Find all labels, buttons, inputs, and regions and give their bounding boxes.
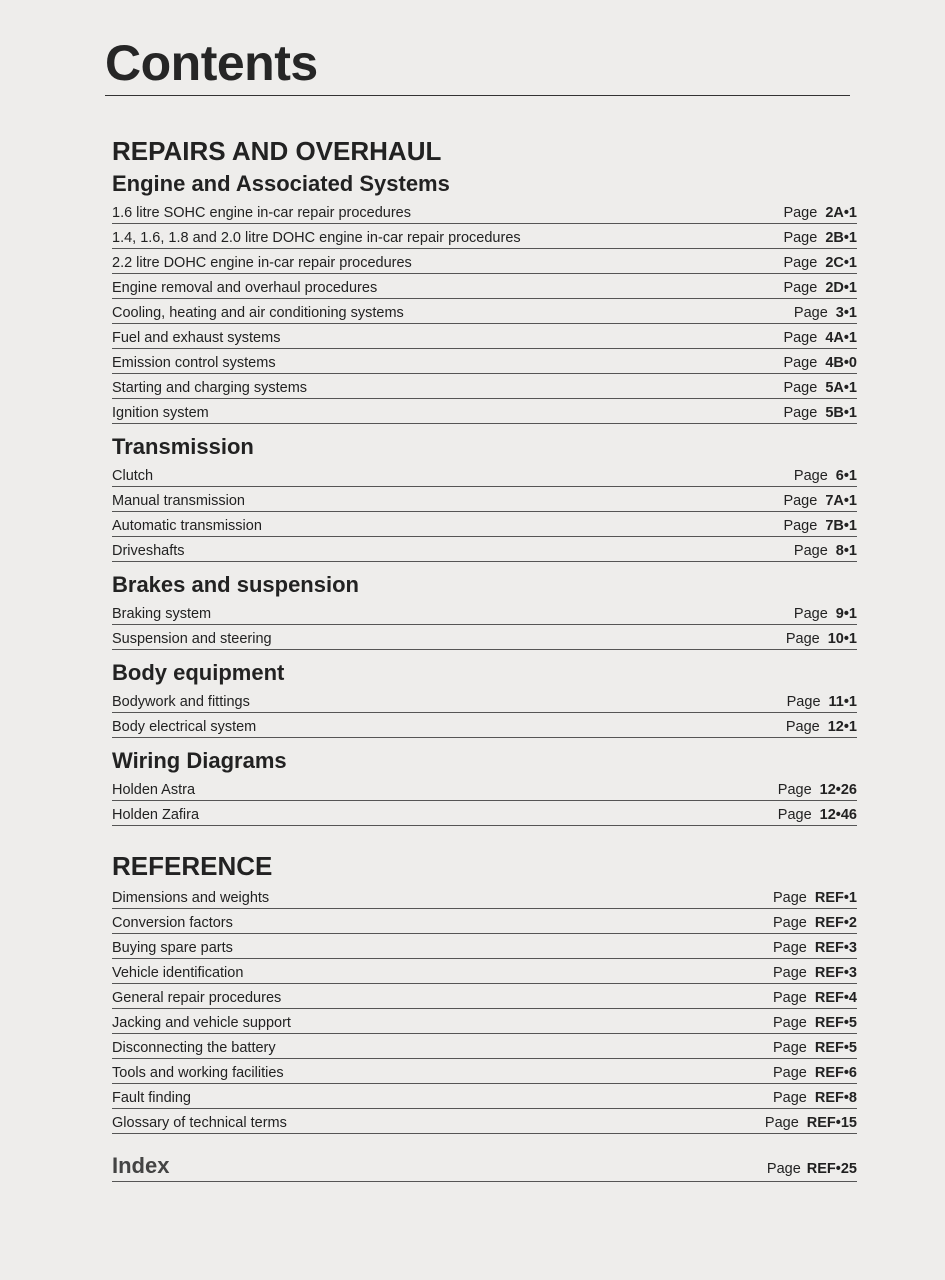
toc-row[interactable] (112, 349, 857, 374)
index-title: Index (112, 1153, 170, 1178)
toc-row[interactable] (112, 1034, 857, 1059)
toc-entry-label: Holden Zafira (112, 807, 200, 823)
page-word: Page (772, 1015, 807, 1031)
toc-entry-page (773, 940, 857, 956)
page-number: 2A•1 (825, 205, 857, 221)
page-word: Page (783, 405, 818, 421)
page-number: REF•4 (814, 990, 857, 1006)
toc-entry-page (773, 990, 857, 1006)
page-word: Page (783, 255, 818, 271)
toc-entry-label: Ignition system (112, 405, 209, 421)
toc-entry-page (773, 915, 857, 931)
toc-entry-label: Automatic transmission (112, 518, 262, 534)
toc-entry-page (773, 1090, 857, 1106)
toc-entry-page (773, 1015, 857, 1031)
page-number: 2B•1 (825, 230, 857, 246)
page-number: REF•8 (814, 1090, 857, 1106)
page-word: Page (793, 606, 828, 622)
repairs-sections (112, 169, 857, 826)
page-number: 12•1 (827, 719, 857, 735)
toc-row[interactable] (112, 984, 857, 1009)
page-number: REF•5 (814, 1040, 857, 1056)
toc-entry-page (783, 230, 857, 246)
toc-entry-label: Glossary of technical terms (112, 1115, 287, 1131)
toc-row[interactable] (112, 199, 857, 224)
section-title: Transmission (112, 434, 254, 459)
toc-entry-label: Starting and charging systems (112, 380, 308, 396)
toc-entry-page (773, 965, 857, 981)
toc-entry-label: 1.6 litre SOHC engine in-car repair procedures (112, 205, 411, 221)
toc-row[interactable] (112, 959, 857, 984)
page-word: Page (772, 1090, 807, 1106)
page-number: 2D•1 (825, 280, 857, 296)
toc-entry-label: Clutch (112, 468, 154, 484)
page-word: Page (772, 915, 807, 931)
toc-entry-page (786, 719, 857, 735)
toc-row[interactable] (112, 399, 857, 424)
page-word: Page (783, 493, 818, 509)
page-word: Page (772, 1040, 807, 1056)
page-number: 8•1 (835, 543, 857, 559)
toc-row[interactable] (112, 1109, 857, 1134)
toc-entry-label: Jacking and vehicle support (112, 1015, 291, 1031)
toc-row[interactable] (112, 625, 857, 650)
toc-entry-page (783, 280, 857, 296)
page-number: REF•6 (814, 1065, 857, 1081)
page-word: Page (772, 940, 807, 956)
toc-entry-label: Dimensions and weights (112, 890, 270, 906)
toc-row[interactable] (112, 462, 857, 487)
index-page (767, 1161, 857, 1177)
page-word: Page (783, 330, 818, 346)
toc-entry-page (783, 355, 857, 371)
toc-entry-page (778, 807, 857, 823)
page-number: 7B•1 (825, 518, 857, 534)
page-number: 7A•1 (825, 493, 857, 509)
toc-entry-page (778, 782, 857, 798)
toc-row[interactable] (112, 801, 857, 826)
page-word: Page (783, 205, 818, 221)
toc-row[interactable] (112, 1059, 857, 1084)
section-title: Wiring Diagrams (112, 748, 287, 773)
part-heading-reference: REFERENCE (112, 851, 273, 881)
page-number: REF•15 (806, 1115, 857, 1131)
reference-list (112, 884, 857, 1134)
toc-entry-label: General repair procedures (112, 990, 282, 1006)
toc-row[interactable] (112, 909, 857, 934)
toc-entry-page (794, 305, 857, 321)
toc-entry-page (783, 493, 857, 509)
page-word: Page (783, 518, 818, 534)
toc-entry-label: Tools and working facilities (112, 1065, 284, 1081)
toc-entry-label: Disconnecting the battery (112, 1040, 276, 1056)
toc-entry-page (794, 606, 857, 622)
toc-entry-label: 2.2 litre DOHC engine in-car repair procedures (112, 255, 412, 271)
toc-entry-page (783, 405, 857, 421)
contents-body (112, 133, 857, 1182)
toc-entry-label: Conversion factors (112, 915, 233, 931)
toc-row[interactable] (112, 713, 857, 738)
page-word: Page (783, 355, 818, 371)
toc-row[interactable] (112, 487, 857, 512)
title-rule (105, 95, 850, 96)
page-number: 9•1 (835, 606, 857, 622)
toc-entry-label: Bodywork and fittings (112, 694, 250, 710)
toc-entry-label: Cooling, heating and air conditioning systems (112, 305, 404, 321)
toc-entry-label: Manual transmission (112, 493, 245, 509)
toc-entry-page (794, 543, 857, 559)
page-word: Page (786, 694, 821, 710)
section-title: Body equipment (112, 660, 285, 685)
toc-row[interactable] (112, 249, 857, 274)
toc-entry-page (794, 468, 857, 484)
page-word: Page (764, 1115, 799, 1131)
toc-entry-page (783, 205, 857, 221)
toc-row[interactable] (112, 274, 857, 299)
toc-entry-label: Emission control systems (112, 355, 276, 371)
toc-entry-label: Engine removal and overhaul procedures (112, 280, 378, 296)
page-number: REF•25 (806, 1161, 857, 1177)
toc-row[interactable] (112, 776, 857, 801)
page-number: 3•1 (835, 305, 857, 321)
toc-entry-page (783, 330, 857, 346)
page-number: REF•1 (814, 890, 857, 906)
toc-row[interactable] (112, 600, 857, 625)
toc-row[interactable] (112, 324, 857, 349)
page-number: 5A•1 (825, 380, 857, 396)
page-word: Page (777, 782, 812, 798)
section-title: Brakes and suspension (112, 572, 359, 597)
toc-entry-label: Suspension and steering (112, 631, 272, 647)
toc-entry-page (773, 890, 857, 906)
toc-section (112, 658, 857, 738)
toc-entry-label: Fuel and exhaust systems (112, 330, 281, 346)
toc-row[interactable] (112, 224, 857, 249)
page-number: REF•5 (814, 1015, 857, 1031)
page-number: 12•46 (819, 807, 857, 823)
toc-entry-label: Fault finding (112, 1090, 191, 1106)
toc-section (112, 169, 857, 424)
page-word: Page (772, 1065, 807, 1081)
toc-entry-label: Body electrical system (112, 719, 257, 735)
page-word: Page (783, 230, 818, 246)
page-word: Page (793, 305, 828, 321)
toc-row[interactable] (112, 934, 857, 959)
toc-row[interactable] (112, 1009, 857, 1034)
toc-entry-page (786, 631, 857, 647)
toc-row[interactable] (112, 884, 857, 909)
toc-section (112, 432, 857, 562)
page-word: Page (772, 990, 807, 1006)
part-heading-repairs: REPAIRS AND OVERHAUL (112, 136, 442, 166)
page-number: REF•2 (814, 915, 857, 931)
toc-entry-page (783, 255, 857, 271)
page-number: 11•1 (828, 694, 857, 710)
toc-entry-label: 1.4, 1.6, 1.8 and 2.0 litre DOHC engine in-car repair procedures (112, 230, 521, 246)
page-number: 4A•1 (825, 330, 857, 346)
page-number: 12•26 (819, 782, 857, 798)
page-number: 6•1 (835, 468, 857, 484)
toc-entry-label: Buying spare parts (112, 940, 233, 956)
toc-entry-page (783, 380, 857, 396)
page-word: Page (785, 719, 820, 735)
page-word: Page (772, 890, 807, 906)
toc-entry-label: Holden Astra (112, 782, 196, 798)
page-word: Page (793, 543, 828, 559)
toc-entry-page (773, 1065, 857, 1081)
page-number: 2C•1 (825, 255, 857, 271)
page-number: 5B•1 (825, 405, 857, 421)
toc-entry-label: Vehicle identification (112, 965, 244, 981)
toc-row[interactable] (112, 688, 857, 713)
toc-row[interactable] (112, 299, 857, 324)
toc-entry-label: Driveshafts (112, 543, 185, 559)
toc-section (112, 746, 857, 826)
page-word: Page (777, 807, 812, 823)
page-number: 10•1 (827, 631, 857, 647)
page-number: REF•3 (814, 940, 857, 956)
toc-entry-page (783, 518, 857, 534)
page-word: Page (766, 1161, 801, 1177)
toc-entry-page (773, 1040, 857, 1056)
page-number: REF•3 (814, 965, 857, 981)
toc-entry-page (765, 1115, 857, 1131)
toc-row[interactable] (112, 1084, 857, 1109)
toc-entry-label: Braking system (112, 606, 212, 622)
toc-row[interactable] (112, 374, 857, 399)
toc-row[interactable] (112, 512, 857, 537)
section-title: Engine and Associated Systems (112, 171, 450, 196)
toc-entry-page (787, 694, 857, 710)
index-entry[interactable] (112, 1148, 857, 1182)
toc-section (112, 570, 857, 650)
page-word: Page (783, 280, 818, 296)
page-word: Page (785, 631, 820, 647)
page-number: 4B•0 (825, 355, 857, 371)
page-title: Contents (105, 35, 318, 91)
page-word: Page (783, 380, 818, 396)
toc-row[interactable] (112, 537, 857, 562)
page-word: Page (793, 468, 828, 484)
page-word: Page (772, 965, 807, 981)
